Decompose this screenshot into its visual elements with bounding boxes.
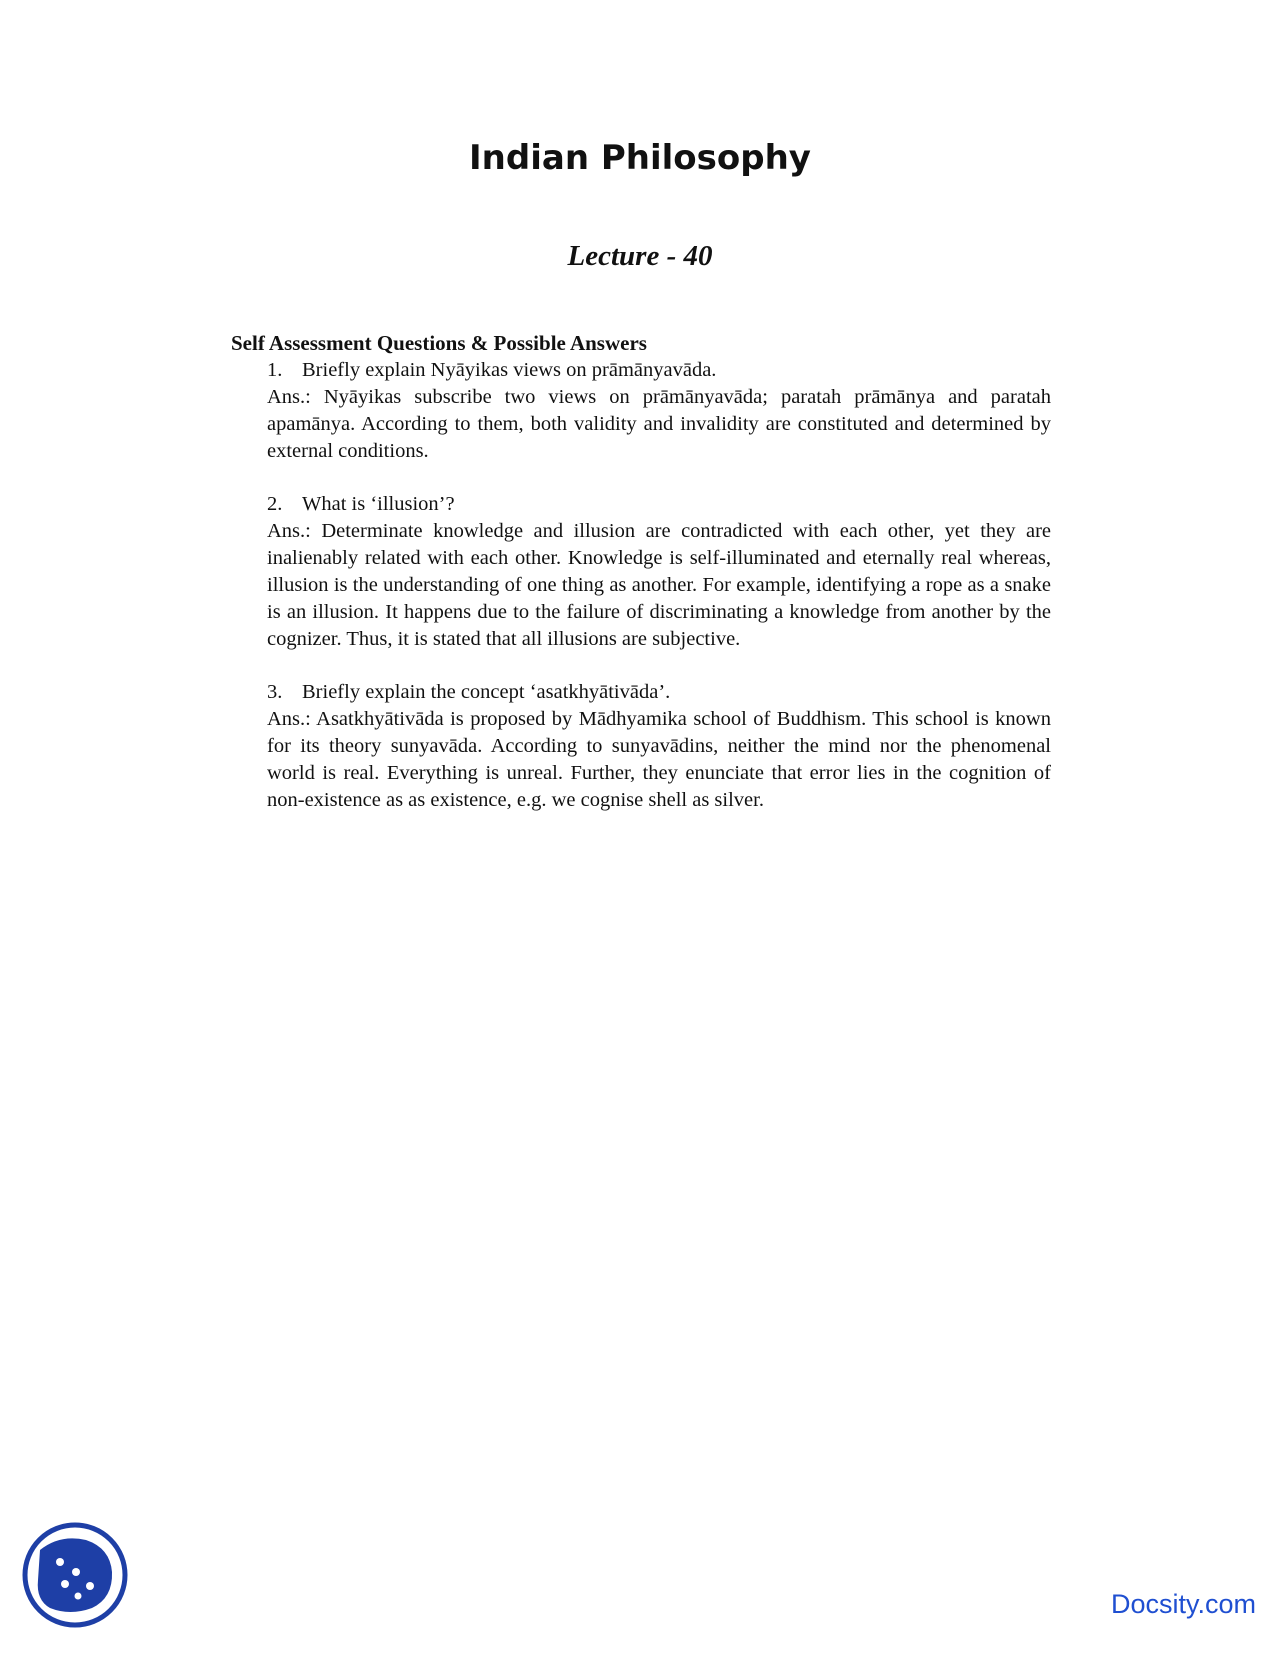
qa-item-1 (267, 357, 1051, 465)
docsity-brand-link[interactable]: Docsity.com (1110, 1589, 1256, 1619)
qa-item-3 (267, 679, 1051, 814)
question-text: Briefly explain Nyāyikas views on prāmānyavāda. (302, 359, 717, 381)
question-text: Briefly explain the concept ‘asatkhyātivāda’. (302, 681, 671, 703)
document-body (231, 330, 1051, 814)
question-3 (267, 679, 1051, 706)
lecture-heading: Lecture - 40 (567, 240, 713, 272)
question-number: 1. (267, 359, 283, 381)
question-text: What is ‘illusion’? (302, 493, 455, 515)
answer-3: Ans.: Asatkhyātivāda is proposed by Mādhyamika school of Buddhism. This school is known for its theory sunyavāda. According to sunyavādins, neither the mind nor the phenomenal world is real. Everything is unreal. Further, they enunciate that error lies in the cognition of non-existence as as existence, e.g. we cognise shell as silver. (267, 708, 1051, 811)
answer-1: Ans.: Nyāyikas subscribe two views on prāmānyavāda; paratah prāmānya and paratah apamānya. According to them, both validity and invalidity are constituted and determined by external conditions. (267, 386, 1051, 462)
page-title: Indian Philosophy (469, 138, 811, 178)
question-number: 2. (267, 493, 283, 515)
question-2 (267, 491, 1051, 518)
docsity-logo-icon[interactable] (20, 1520, 130, 1630)
section-heading: Self Assessment Questions & Possible Answers (231, 331, 647, 355)
qa-item-2 (267, 491, 1051, 653)
answer-2: Ans.: Determinate knowledge and illusion are contradicted with each other, yet they are inalienably related with each other. Knowledge is self-illuminated and eternally real whereas, illusion is the understanding of one thing as another. For example, identifying a rope as a snake is an illusion. It happens due to the failure of discriminating a knowledge from another by the cognizer. Thus, it is stated that all illusions are subjective. (267, 520, 1051, 650)
question-1 (267, 357, 1051, 384)
question-number: 3. (267, 681, 283, 703)
